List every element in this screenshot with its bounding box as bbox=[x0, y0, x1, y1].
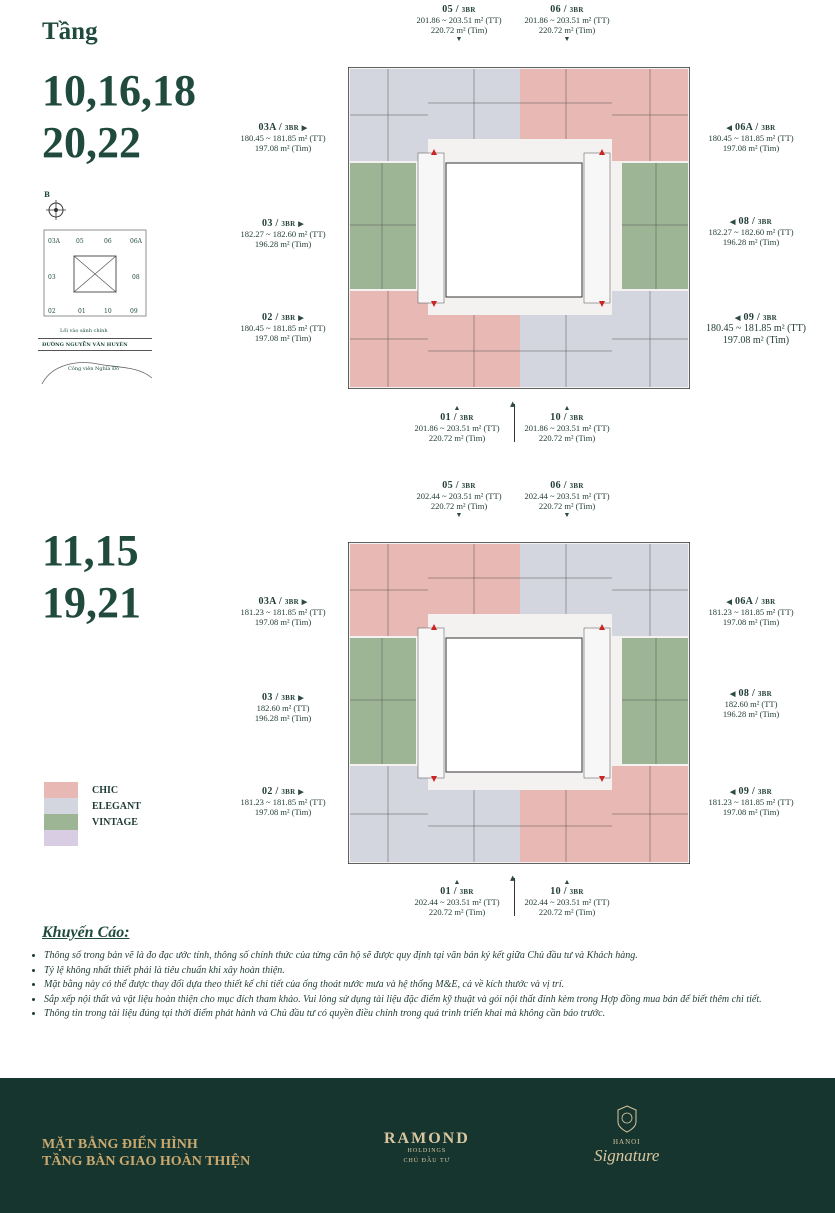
legend-swatch-chic bbox=[44, 782, 78, 798]
t2-label-06: 06 / 3BR 202.44 ~ 203.51 m² (TT) 220.72 m² (Tim) ▼ bbox=[512, 480, 622, 519]
t2-03a-tt: 181.23 ~ 181.85 m² (TT) bbox=[240, 607, 326, 617]
t2-label-03a: 03A / 3BR ▶ 181.23 ~ 181.85 m² (TT) 197.08 m² (Tim) bbox=[228, 596, 338, 627]
t1-06a-tt: 180.45 ~ 181.85 m² (TT) bbox=[708, 133, 794, 143]
t2-06-tim: 220.72 m² (Tim) bbox=[538, 501, 596, 511]
t1-05-name: 05 bbox=[442, 4, 453, 15]
legend-item-lilac bbox=[44, 830, 141, 846]
t1-06-type: 3BR bbox=[569, 6, 584, 14]
t1-03-tim: 196.28 m² (Tim) bbox=[254, 239, 312, 249]
t1-10-tt: 201.86 ~ 203.51 m² (TT) bbox=[524, 423, 610, 433]
legend-item-elegant bbox=[44, 798, 141, 814]
legend-item-vintage bbox=[44, 814, 141, 830]
t1-label-08: ◀ 08 / 3BR 182.27 ~ 182.60 m² (TT) 196.28 m² (Tim) bbox=[696, 216, 806, 247]
disclaimer-item: • Tỷ lệ không nhất thiết phải là tiêu chuẩn khi xây hoàn thiện. bbox=[44, 965, 808, 977]
t2-03-tt: 182.60 m² (TT) bbox=[256, 703, 310, 713]
disclaimer-item: • Thông số trong bản vẽ là đo đạc ước tính, thông số chính thức của từng căn hộ sẽ được quy định tại văn bản ký kết giữa Chủ đầu tư và Khách hàng. bbox=[44, 950, 808, 962]
t2-10-tim: 220.72 m² (Tim) bbox=[538, 907, 596, 917]
t1-02-tt: 180.45 ~ 181.85 m² (TT) bbox=[240, 323, 326, 333]
down-arrow-icon: ▼ bbox=[455, 35, 463, 43]
t2-label-03: 03 / 3BR ▶ 182.60 m² (TT) 196.28 m² (Tim) bbox=[228, 692, 338, 723]
left-arrow-icon: ◀ bbox=[726, 598, 733, 606]
t1-10-tim: 220.72 m² (Tim) bbox=[538, 433, 596, 443]
ramond-sub: HOLDINGS bbox=[407, 1148, 447, 1154]
footer-title bbox=[42, 1136, 250, 1170]
t2-label-10: ▲ 10 / 3BR 202.44 ~ 203.51 m² (TT) 220.72 m² (Tim) bbox=[512, 878, 622, 917]
disclaimer bbox=[28, 924, 808, 1023]
floor-list-2b: 19,21 bbox=[42, 578, 141, 627]
t2-08-type: 3BR bbox=[757, 690, 772, 698]
key-map bbox=[38, 186, 158, 386]
t1-09-name: 09 bbox=[743, 312, 755, 323]
legend-label-chic: CHIC bbox=[92, 784, 119, 796]
left-arrow-icon: ◀ bbox=[730, 218, 736, 226]
footer-title-line2: TẦNG BÀN GIAO HOÀN THIỆN bbox=[42, 1154, 251, 1169]
key-cell-05: 05 bbox=[76, 238, 84, 245]
plan1-courtyard bbox=[446, 163, 582, 297]
plan1-unit-08 bbox=[622, 163, 688, 289]
t2-label-01: ▲ 01 / 3BR 202.44 ~ 203.51 m² (TT) 220.72 m² (Tim) bbox=[402, 878, 512, 917]
key-cell-08: 08 bbox=[132, 274, 140, 281]
t1-06-tt: 201.86 ~ 203.51 m² (TT) bbox=[524, 15, 610, 25]
t2-01-tt: 202.44 ~ 203.51 m² (TT) bbox=[414, 897, 500, 907]
key-cell-06a: 06A bbox=[130, 238, 142, 245]
t2-03a-type: 3BR bbox=[284, 598, 299, 606]
street-line-2 bbox=[38, 350, 152, 351]
t2-label-02: 02 / 3BR ▶ 181.23 ~ 181.85 m² (TT) 197.08 m² (Tim) bbox=[228, 786, 338, 817]
t2-01-type: 3BR bbox=[459, 888, 474, 896]
legend-item-chic bbox=[44, 782, 141, 798]
t2-03a-tim: 197.08 m² (Tim) bbox=[254, 617, 312, 627]
ramond-logo bbox=[384, 1130, 470, 1164]
t2-05-tt: 202.44 ~ 203.51 m² (TT) bbox=[416, 491, 502, 501]
park-label: Công viên Nghĩa Đô bbox=[68, 366, 120, 372]
t1-02-tim: 197.08 m² (Tim) bbox=[254, 333, 312, 343]
t2-09-tim: 197.08 m² (Tim) bbox=[722, 807, 780, 817]
right-arrow-icon: ▶ bbox=[298, 694, 304, 702]
tang-label: Tầng bbox=[42, 18, 98, 45]
down-arrow-icon: ▼ bbox=[455, 511, 463, 519]
t1-03a-type: 3BR bbox=[284, 124, 299, 132]
key-cell-01: 01 bbox=[78, 308, 86, 315]
t1-03a-tt: 180.45 ~ 181.85 m² (TT) bbox=[240, 133, 326, 143]
t2-06-name: 06 bbox=[550, 480, 561, 491]
plan1-unit-03 bbox=[350, 163, 416, 289]
t2-06a-tt: 181.23 ~ 181.85 m² (TT) bbox=[708, 607, 794, 617]
t1-06a-name: 06A bbox=[735, 122, 753, 133]
street-label: ĐƯỜNG NGUYỄN VĂN HUYÊN bbox=[42, 342, 128, 348]
t1-09-type: 3BR bbox=[762, 314, 777, 322]
t1-label-06a: ◀ 06A / 3BR 180.45 ~ 181.85 m² (TT) 197.08 m² (Tim) bbox=[696, 122, 806, 153]
t1-01-name: 01 bbox=[440, 412, 451, 423]
footer-title-line1: MẶT BẰNG ĐIỂN HÌNH bbox=[42, 1137, 198, 1152]
t1-09-tt: 180.45 ~ 181.85 m² (TT) bbox=[705, 323, 807, 334]
t1-label-01: ▲ 01 / 3BR 201.86 ~ 203.51 m² (TT) 220.72 m² (Tim) bbox=[402, 404, 512, 443]
t1-entrance-arrow-icon: ▲ bbox=[510, 400, 516, 408]
t1-01-type: 3BR bbox=[459, 414, 474, 422]
t2-10-name: 10 bbox=[550, 886, 561, 897]
floor-list-1b: 20,22 bbox=[42, 118, 141, 167]
floor-list-2a: 11,15 bbox=[42, 526, 139, 575]
t1-06a-type: 3BR bbox=[761, 124, 776, 132]
t2-05-tim: 220.72 m² (Tim) bbox=[430, 501, 488, 511]
t1-03a-name: 03A bbox=[258, 122, 277, 133]
compass-label: B bbox=[44, 190, 50, 199]
t1-label-06: 06 / 3BR 201.86 ~ 203.51 m² (TT) 220.72 m² (Tim) ▼ bbox=[512, 4, 622, 43]
entrance-label: Lối vào sảnh chính bbox=[60, 328, 108, 334]
t1-label-02: 02 / 3BR ▶ 180.45 ~ 181.85 m² (TT) 197.08 m² (Tim) bbox=[228, 312, 338, 343]
left-arrow-icon: ◀ bbox=[730, 690, 736, 698]
plan2-courtyard bbox=[446, 638, 582, 772]
disclaimer-item: • Mặt bằng này có thể được thay đổi dựa theo thiết kế chi tiết của ống thoát nước mưa và hệ thống M&E, cả về kích thước và vị trí. bbox=[44, 979, 808, 991]
legend-swatch-elegant bbox=[44, 798, 78, 814]
t2-09-name: 09 bbox=[738, 786, 750, 797]
t1-label-03: 03 / 3BR ▶ 182.27 ~ 182.60 m² (TT) 196.28 m² (Tim) bbox=[228, 218, 338, 249]
t2-02-name: 02 bbox=[262, 786, 273, 797]
t2-01-name: 01 bbox=[440, 886, 451, 897]
right-arrow-icon: ▶ bbox=[298, 314, 304, 322]
t2-09-type: 3BR bbox=[757, 788, 772, 796]
t1-01-tim: 220.72 m² (Tim) bbox=[428, 433, 486, 443]
key-cell-03a: 03A bbox=[48, 238, 60, 245]
t2-10-type: 3BR bbox=[569, 888, 584, 896]
t2-03a-name: 03A bbox=[258, 596, 277, 607]
t2-06a-type: 3BR bbox=[761, 598, 776, 606]
floor-list-1a: 10,16,18 bbox=[42, 66, 196, 115]
t1-03-name: 03 bbox=[262, 218, 273, 229]
ramond-role: CHỦ ĐẦU TƯ bbox=[403, 1158, 451, 1164]
t1-03a-tim: 197.08 m² (Tim) bbox=[254, 143, 312, 153]
t1-label-09: ◀ 09 / 3BR 180.45 ~ 181.85 m² (TT) 197.08 m² (Tim) bbox=[696, 312, 816, 347]
t2-08-tim: 196.28 m² (Tim) bbox=[722, 709, 780, 719]
t2-08-tt: 182.60 m² (TT) bbox=[724, 699, 778, 709]
t2-10-tt: 202.44 ~ 203.51 m² (TT) bbox=[524, 897, 610, 907]
t1-08-type: 3BR bbox=[757, 218, 772, 226]
t2-label-06a: ◀ 06A / 3BR 181.23 ~ 181.85 m² (TT) 197.08 m² (Tim) bbox=[696, 596, 806, 627]
t1-10-type: 3BR bbox=[569, 414, 584, 422]
t1-label-03a: 03A / 3BR ▶ 180.45 ~ 181.85 m² (TT) 197.08 m² (Tim) bbox=[228, 122, 338, 153]
right-arrow-icon: ▶ bbox=[298, 220, 304, 228]
t2-03-tim: 196.28 m² (Tim) bbox=[254, 713, 312, 723]
t1-01-tt: 201.86 ~ 203.51 m² (TT) bbox=[414, 423, 500, 433]
key-cell-06: 06 bbox=[104, 238, 112, 245]
key-cell-03: 03 bbox=[48, 274, 56, 281]
key-cell-09: 09 bbox=[130, 308, 138, 315]
t2-02-tt: 181.23 ~ 181.85 m² (TT) bbox=[240, 797, 326, 807]
compass-icon bbox=[44, 198, 68, 222]
legend-label-vintage: VINTAGE bbox=[92, 816, 138, 828]
t2-01-tim: 220.72 m² (Tim) bbox=[428, 907, 486, 917]
t1-05-type: 3BR bbox=[461, 6, 476, 14]
t2-label-08: ◀ 08 / 3BR 182.60 m² (TT) 196.28 m² (Tim) bbox=[696, 688, 806, 719]
t1-08-tim: 196.28 m² (Tim) bbox=[722, 237, 780, 247]
legend-label-elegant: ELEGANT bbox=[92, 800, 141, 812]
t2-06-type: 3BR bbox=[569, 482, 584, 490]
t1-08-tt: 182.27 ~ 182.60 m² (TT) bbox=[708, 227, 794, 237]
signature-emblem-icon bbox=[616, 1104, 638, 1134]
right-arrow-icon: ▶ bbox=[301, 124, 308, 132]
t2-05-type: 3BR bbox=[461, 482, 476, 490]
t2-03-name: 03 bbox=[262, 692, 273, 703]
t1-08-name: 08 bbox=[738, 216, 750, 227]
signature-top: HANOI bbox=[612, 1138, 641, 1146]
plan2-unit-03 bbox=[350, 638, 416, 764]
t1-03-type: 3BR bbox=[281, 220, 296, 228]
t1-06-name: 06 bbox=[550, 4, 561, 15]
t2-06-tt: 202.44 ~ 203.51 m² (TT) bbox=[524, 491, 610, 501]
legend-swatch-vintage bbox=[44, 814, 78, 830]
floor-plan-1 bbox=[348, 67, 690, 389]
left-arrow-icon: ◀ bbox=[730, 788, 736, 796]
t1-10-name: 10 bbox=[550, 412, 561, 423]
down-arrow-icon: ▼ bbox=[563, 511, 571, 519]
t2-03-type: 3BR bbox=[281, 694, 296, 702]
left-arrow-icon: ◀ bbox=[726, 124, 733, 132]
t2-02-type: 3BR bbox=[281, 788, 296, 796]
t1-09-tim: 197.08 m² (Tim) bbox=[722, 335, 790, 346]
t1-05-tim: 220.72 m² (Tim) bbox=[430, 25, 488, 35]
signature-logo bbox=[594, 1104, 659, 1166]
disclaimer-list bbox=[28, 950, 808, 1020]
t1-05-tt: 201.86 ~ 203.51 m² (TT) bbox=[416, 15, 502, 25]
right-arrow-icon: ▶ bbox=[298, 788, 304, 796]
floor-plan-2 bbox=[348, 542, 690, 864]
t1-label-05: 05 / 3BR 201.86 ~ 203.51 m² (TT) 220.72 m² (Tim) ▼ bbox=[404, 4, 514, 43]
t1-06a-tim: 197.08 m² (Tim) bbox=[722, 143, 780, 153]
disclaimer-item: • Sắp xếp nội thất và vật liệu hoàn thiện cho mục đích tham khảo. Vui lòng sử dụng tài liệu đặc điểm kỹ thuật và gói nội thất đính kèm trong Hợp đồng mua bán để biết thêm chi tiết. bbox=[44, 994, 808, 1006]
t1-06-tim: 220.72 m² (Tim) bbox=[538, 25, 596, 35]
t2-08-name: 08 bbox=[738, 688, 750, 699]
legend-swatch-lilac bbox=[44, 830, 78, 846]
down-arrow-icon: ▼ bbox=[563, 35, 571, 43]
street-line bbox=[38, 338, 152, 339]
t1-02-type: 3BR bbox=[281, 314, 296, 322]
up-arrow-icon: ▲ bbox=[563, 404, 571, 412]
right-arrow-icon: ▶ bbox=[301, 598, 308, 606]
ramond-brand: RAMOND bbox=[384, 1130, 470, 1147]
legend bbox=[44, 782, 141, 846]
footer bbox=[0, 1078, 835, 1213]
t2-06a-name: 06A bbox=[735, 596, 753, 607]
signature-name: Signature bbox=[594, 1146, 660, 1165]
t2-06a-tim: 197.08 m² (Tim) bbox=[722, 617, 780, 627]
t2-05-name: 05 bbox=[442, 480, 453, 491]
t2-label-05: 05 / 3BR 202.44 ~ 203.51 m² (TT) 220.72 m² (Tim) ▼ bbox=[404, 480, 514, 519]
key-cell-02: 02 bbox=[48, 308, 56, 315]
t1-02-name: 02 bbox=[262, 312, 273, 323]
left-arrow-icon: ◀ bbox=[735, 314, 741, 322]
t2-entrance-arrow-icon: ▲ bbox=[510, 874, 516, 882]
disclaimer-title: Khuyến Cáo: bbox=[42, 924, 130, 941]
up-arrow-icon: ▲ bbox=[453, 404, 461, 412]
key-cell-10: 10 bbox=[104, 308, 112, 315]
up-arrow-icon: ▲ bbox=[563, 878, 571, 886]
t2-label-09: ◀ 09 / 3BR 181.23 ~ 181.85 m² (TT) 197.08 m² (Tim) bbox=[696, 786, 806, 817]
up-arrow-icon: ▲ bbox=[453, 878, 461, 886]
t1-label-10: ▲ 10 / 3BR 201.86 ~ 203.51 m² (TT) 220.72 m² (Tim) bbox=[512, 404, 622, 443]
t2-02-tim: 197.08 m² (Tim) bbox=[254, 807, 312, 817]
t1-03-tt: 182.27 ~ 182.60 m² (TT) bbox=[240, 229, 326, 239]
plan2-unit-08 bbox=[622, 638, 688, 764]
t2-09-tt: 181.23 ~ 181.85 m² (TT) bbox=[708, 797, 794, 807]
disclaimer-item: • Thông tin trong tài liệu đúng tại thời điểm phát hành và Chủ đầu tư có quyền điều chỉnh trong quá trình triển khai mà không cần báo trước. bbox=[44, 1008, 808, 1020]
